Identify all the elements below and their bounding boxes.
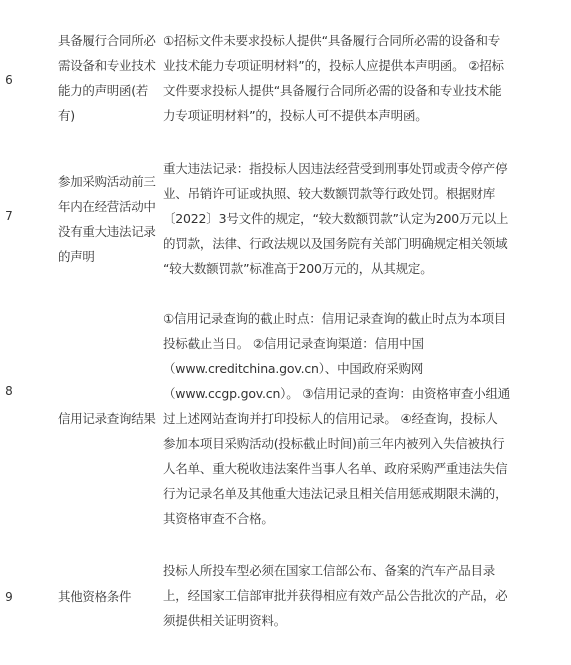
requirement-name — [58, 28, 162, 128]
content-line: ①招标文件未要求投标人提供“具备履行合同所必需的设备和专 — [163, 33, 501, 48]
content-line: 投标截止当日。 ②信用记录查询渠道：信用中国 — [163, 336, 424, 351]
content-line: 过上述网站查询并打印投标人的信用记录。 ④经查询，投标人 — [163, 411, 498, 426]
content-line: 重大违法记录：指投标人因违法经营受到刑事处罚或责令停产停 — [163, 161, 508, 176]
requirement-name-line: 年内在经营活动中 — [58, 199, 156, 214]
content-line: 的罚款，法律、行政法规以及国务院有关部门明确规定相关领域 — [163, 236, 508, 251]
content-line: 力专项证明材料”的，投标人可不提供本声明函。 — [163, 108, 428, 123]
row-number: 7 — [5, 209, 13, 223]
content-line: 须提供相关证明资料。 — [163, 613, 287, 628]
requirement-name-line: 信用记录查询结果 — [58, 411, 156, 426]
requirement-content — [163, 558, 561, 633]
requirement-content — [163, 28, 561, 128]
requirement-name-line: 其他资格条件 — [58, 589, 132, 604]
requirement-name-line: 没有重大违法记录 — [58, 224, 156, 239]
row-number: 6 — [5, 73, 13, 87]
content-line: ①信用记录查询的截止时点：信用记录查询的截止时点为本项目 — [163, 311, 507, 326]
content-line: 行为记录名单及其他重大违法记录且相关信用惩戒期限未满的， — [163, 486, 508, 501]
requirement-name — [58, 406, 162, 431]
requirement-name — [58, 169, 162, 269]
requirement-name-line: 能力的声明函(若 — [58, 83, 148, 98]
content-line: 上，经国家工信部审批并获得相应有效产品公告批次的产品，必 — [163, 588, 508, 603]
requirement-name-line: 具备履行合同所必 — [58, 33, 156, 48]
content-line: 投标人所投车型必须在国家工信部公布、备案的汽车产品目录 — [163, 563, 496, 578]
content-line: “较大数额罚款”标准高于200万元的，从其规定。 — [163, 261, 433, 276]
requirement-name-line: 有) — [58, 108, 75, 123]
content-line: 人名单、重大税收违法案件当事人名单、政府采购严重违法失信 — [163, 461, 508, 476]
content-line: 〔2022〕3号文件的规定，“较大数额罚款”认定为200万元以上 — [163, 211, 509, 226]
requirement-content — [163, 306, 561, 531]
requirement-name — [58, 584, 162, 609]
content-line: 其资格审查不合格。 — [163, 511, 274, 526]
content-line: 业技术能力专项证明材料”的，投标人应提供本声明函。 ②招标 — [163, 58, 504, 73]
row-number: 8 — [5, 384, 13, 398]
content-line: （www.creditchina.gov.cn）、中国政府采购网 — [163, 361, 424, 376]
content-line: 业、吊销许可证或执照、较大数额罚款等行政处罚。根据财库 — [163, 186, 496, 201]
content-line: 文件要求投标人提供“具备履行合同所必需的设备和专业技术能 — [163, 83, 502, 98]
requirement-name-line: 的声明 — [58, 249, 95, 264]
requirement-name-line: 需设备和专业技术 — [58, 58, 156, 73]
content-line: （www.ccgp.gov.cn）。 ③信用记录的查询：由资格审查小组通 — [163, 386, 511, 401]
row-number: 9 — [5, 590, 13, 604]
requirement-content — [163, 156, 561, 281]
requirement-name-line: 参加采购活动前三 — [58, 174, 156, 189]
content-line: 参加本项目采购活动(投标截止时间)前三年内被列入失信被执行 — [163, 436, 505, 451]
